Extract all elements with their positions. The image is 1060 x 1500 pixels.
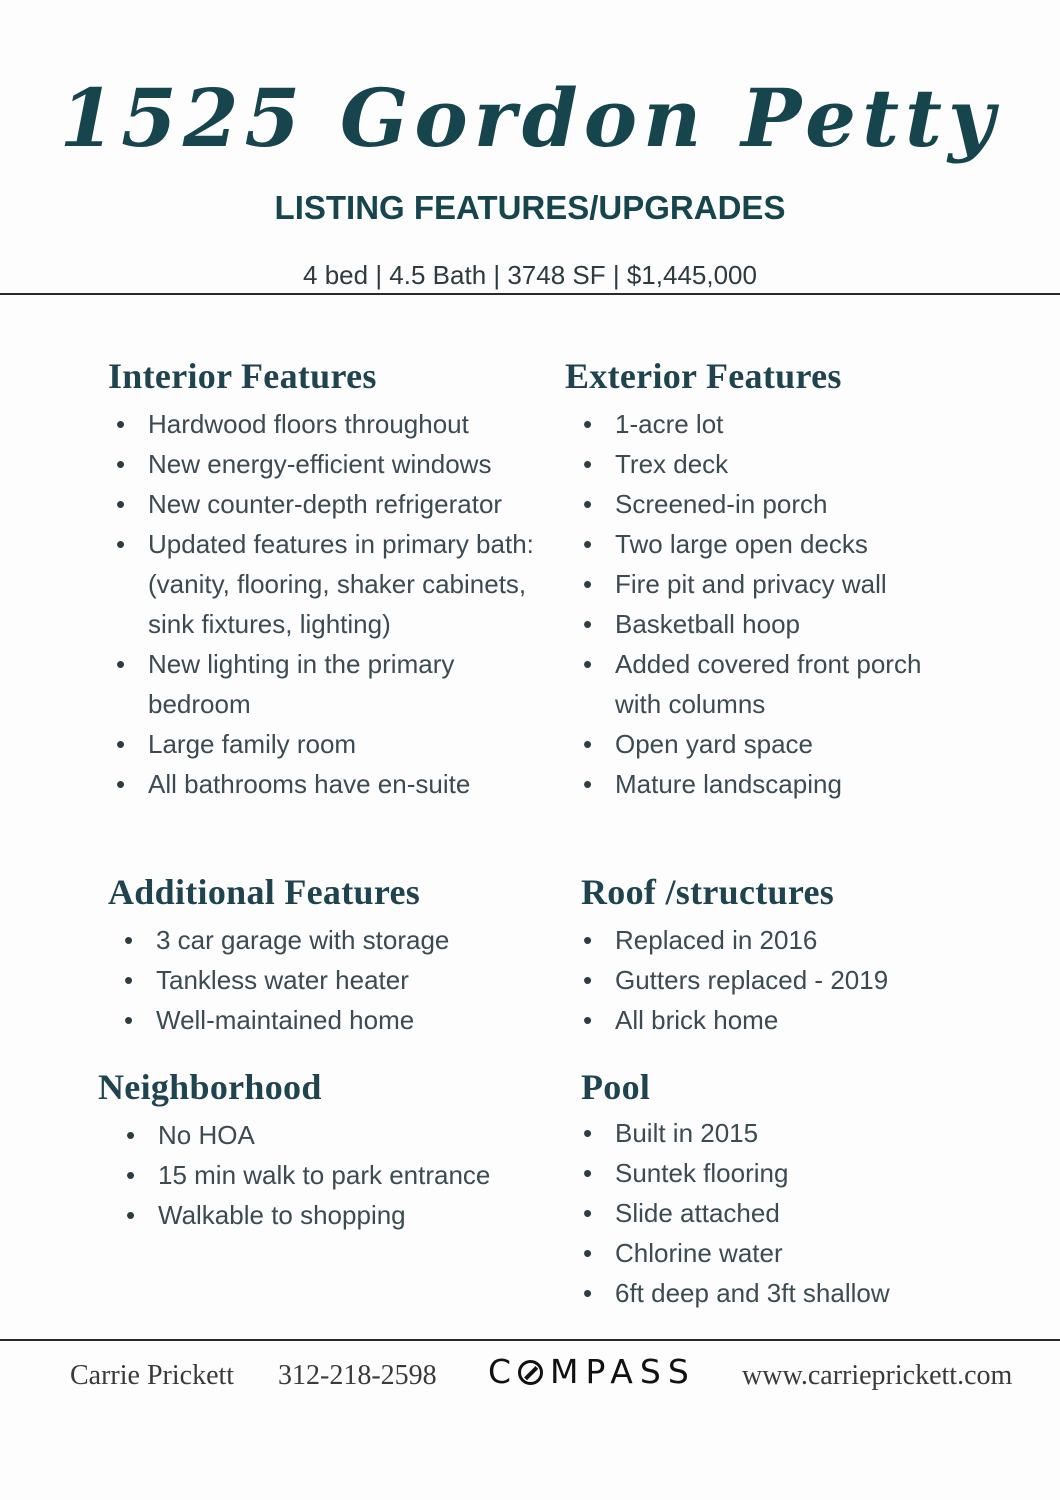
listing-summary: 4 bed | 4.5 Bath | 3748 SF | $1,445,000 <box>303 260 757 290</box>
exterior-features-section <box>565 354 945 804</box>
neighborhood-section <box>98 1065 518 1235</box>
list-item: • All bathrooms have en-suite <box>108 764 553 804</box>
section-heading: Exterior Features <box>565 356 842 396</box>
interior-features-section <box>108 354 553 804</box>
list-item: • Two large open decks <box>575 524 945 564</box>
feature-list <box>575 1113 981 1313</box>
pool-section <box>581 1065 981 1313</box>
list-item: • Gutters replaced - 2019 <box>575 960 981 1000</box>
section-heading: Neighborhood <box>98 1067 322 1107</box>
top-divider <box>0 293 1060 295</box>
additional-features-section <box>108 870 548 1040</box>
list-item: • Chlorine water <box>575 1233 981 1273</box>
feature-list <box>575 404 945 804</box>
list-item: • Replaced in 2016 <box>575 920 981 960</box>
agent-website: www.carrieprickett.com <box>742 1360 1013 1391</box>
list-item: • Walkable to shopping <box>118 1195 518 1235</box>
list-item: • New lighting in the primary bedroom <box>108 644 553 724</box>
list-item: • Fire pit and privacy wall <box>575 564 945 604</box>
feature-list <box>118 1115 518 1235</box>
feature-list <box>108 404 553 804</box>
list-item: • Open yard space <box>575 724 945 764</box>
list-item: • Well-maintained home <box>116 1000 548 1040</box>
list-item: • Hardwood floors throughout <box>108 404 553 444</box>
list-item: • Suntek flooring <box>575 1153 981 1193</box>
list-item: • 3 car garage with storage <box>116 920 548 960</box>
list-item: • Built in 2015 <box>575 1113 981 1153</box>
list-item: • No HOA <box>118 1115 518 1155</box>
list-item: • Trex deck <box>575 444 945 484</box>
list-item: • 1-acre lot <box>575 404 945 444</box>
section-heading: Pool <box>581 1067 651 1107</box>
listing-title: 1525 Gordon Petty <box>59 71 1001 165</box>
list-item: • All brick home <box>575 1000 981 1040</box>
section-heading: Additional Features <box>108 872 421 912</box>
list-item: • Large family room <box>108 724 553 764</box>
agent-phone: 312-218-2598 <box>278 1360 437 1391</box>
section-heading: Roof /structures <box>581 872 835 912</box>
list-item: • Mature landscaping <box>575 764 945 804</box>
list-item: • Screened-in porch <box>575 484 945 524</box>
list-item: • Updated features in primary bath: (vanity, flooring, shaker cabinets, sink fixtures, lighting) <box>108 524 553 644</box>
section-heading: Interior Features <box>108 356 377 396</box>
listing-subtitle: LISTING FEATURES/UPGRADES <box>274 189 786 226</box>
list-item: • 15 min walk to park entrance <box>118 1155 518 1195</box>
agent-name: Carrie Prickett <box>70 1360 235 1391</box>
feature-list <box>116 920 548 1040</box>
list-item: • New energy-efficient windows <box>108 444 553 484</box>
bottom-divider <box>0 1339 1060 1341</box>
list-item: • Added covered front porch with columns <box>575 644 945 724</box>
list-item: • Slide attached <box>575 1193 981 1233</box>
feature-list <box>575 920 981 1040</box>
compass-o-icon <box>518 1360 543 1385</box>
list-item: • Basketball hoop <box>575 604 945 644</box>
compass-logo: C MPASS <box>488 1352 696 1391</box>
list-item: • Tankless water heater <box>116 960 548 1000</box>
list-item: • 6ft deep and 3ft shallow <box>575 1273 981 1313</box>
roof-structures-section <box>581 870 981 1040</box>
list-item: • New counter-depth refrigerator <box>108 484 553 524</box>
